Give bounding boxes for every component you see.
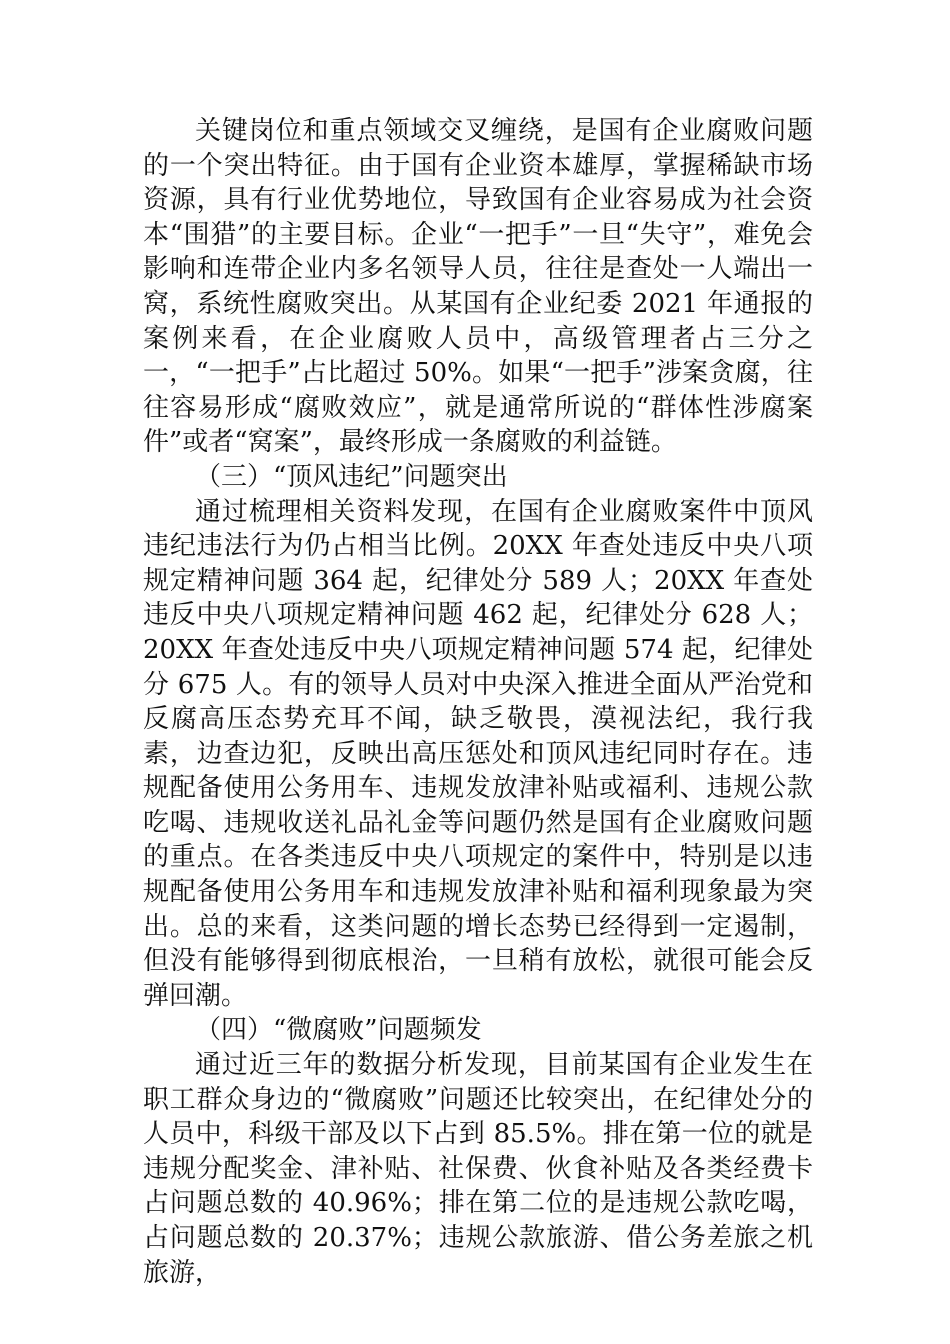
section-heading-3: （三）“顶风违纪”问题突出 bbox=[195, 461, 508, 492]
paragraph-key-positions: 关键岗位和重点领域交叉缠绕，是国有企业腐败问题的一个突出特征。由于国有企业资本雄厚，掌握稀缺市场资源，具有行业优势地位，导致国有企业容易成为社会资本“围猎”的主要目标。企业“一把手”一旦“失守”，难免会影响和连带企业内多名领导人员，往往是查处一人端出一窝，系统性腐败突出。从某国有企业纪委 2021 年通报的案例来看，在企业腐败人员中，高级管理者占三分之一，“一把手”占比超过 50%。如果“一把手”涉案贪腐，往往容易形成“腐败效应”，就是通常所说的“群体性涉腐案件”或者“窝案”，最终形成一条腐败的利益链。 bbox=[143, 116, 813, 458]
paragraph-micro-corruption: 通过近三年的数据分析发现，目前某国有企业发生在职工群众身边的“微腐败”问题还比较突出，在纪律处分的人员中，科级干部及以下占到 85.5%。排在第一位的就是违规分配奖金、津补贴、社保费、伙食补贴及各类经费卡占问题总数的 40.96%；排在第二位的是违规公款吃喝，占问题总数的 20.37%；违规公款旅游、借公务差旅之机旅游， bbox=[143, 1050, 813, 1288]
document-body bbox=[143, 114, 813, 1290]
section-heading-4: （四）“微腐败”问题频发 bbox=[195, 1015, 482, 1046]
paragraph-violations: 通过梳理相关资料发现，在国有企业腐败案件中顶风违纪违法行为仍占相当比例。20XX 年查处违反中央八项规定精神问题 364 起，纪律处分 589 人；20XX 年查处违反中央八项规定精神问题 462 起，纪律处分 628 人；20XX 年查处违反中央八项规定精神问题 574 起，纪律处分 675 人。有的领导人员对中央深入推进全面从严治党和反腐高压态势充耳不闻，缺乏敬畏，漠视法纪，我行我素，边查边犯，反映出高压惩处和顶风违纪同时存在。违规配备使用公务用车、违规发放津补贴或福利、违规公款吃喝、违规收送礼品礼金等问题仍然是国有企业腐败问题的重点。在各类违反中央八项规定的案件中，特别是以违规配备使用公务用车和违规发放津补贴和福利现象最为突出。总的来看，这类问题的增长态势已经得到一定遏制，但没有能够得到彻底根治，一旦稍有放松，就很可能会反弹回潮。 bbox=[143, 496, 813, 1011]
